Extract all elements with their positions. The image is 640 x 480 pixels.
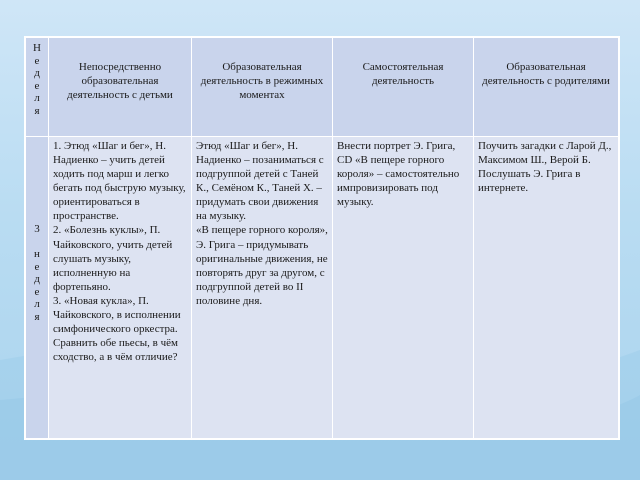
vertical-letter: е [34,285,40,298]
vertical-letter: я [34,104,40,117]
header-week-label [26,38,48,117]
lesson-plan-table [24,36,620,440]
vertical-letter: я [34,310,40,323]
direct-activity-cell [49,137,192,440]
vertical-letter: е [34,54,40,67]
vertical-letter: д [34,67,40,79]
table-row [25,137,619,440]
header-routine-activity-label: Образовательная деятельность в режимных моментах [200,61,324,102]
parents-activity-cell [474,137,620,440]
header-parents-activity [474,37,620,137]
parents-activity-text: Поучить загадки с Ларой Д., Максимом Ш., Верой Б. Послушать Э. Грига в интернете. [478,140,615,195]
independent-activity-text: Внести портрет Э. Грига, CD «В пещере горного короля» – самостоятельно импровизировать под музыку. [337,140,463,209]
header-routine-activity [192,37,333,137]
routine-activity-cell [192,137,333,440]
vertical-letter: 3 [34,223,40,235]
vertical-letter: е [34,79,40,92]
vertical-letter: н [34,248,40,260]
independent-activity-cell [333,137,474,440]
header-parents-activity-label: Образовательная деятельность с родителями [482,61,610,88]
week-label [26,137,48,323]
table-header-row [25,37,619,137]
header-independent-activity [333,37,474,137]
vertical-letter [36,236,39,249]
routine-activity-text: Этюд «Шаг и бег», Н. Надиенко – позаниматься с подгруппой детей с Таней К., Семёном К., Таней Х. – придумать свои движения на музыку. «В пещере горного короля», Э. Грига – придумывать оригинальные движения, не повторять друг за другом, с подгруппой детей во II половине дня. [196,140,328,307]
header-week-cell [25,37,49,137]
vertical-letter: л [34,298,40,310]
direct-activity-text: 1. Этюд «Шаг и бег», Н. Надиенко – учить детей ходить под марш и легко бегать под быструю музыку, ориентироваться в пространстве. 2. «Болезнь куклы», П. Чайковского, учить детей слушать музыку, исполненную на фортепьяно. 3. «Новая кукла», П. Чайковского, в исполнении симфонического оркестра. Сравнить обе пьесы, в чём сходство, а в чём отличие? [53,140,186,364]
header-direct-activity-label: Непосредственно образовательная деятельность с детьми [67,61,173,102]
header-direct-activity [49,37,192,137]
header-independent-activity-label: Самостоятельная деятельность [362,61,444,88]
vertical-letter: л [34,92,40,104]
vertical-letter: д [34,273,40,285]
vertical-letter: е [34,260,40,273]
vertical-letter: Н [33,42,41,54]
week-cell [25,137,49,440]
